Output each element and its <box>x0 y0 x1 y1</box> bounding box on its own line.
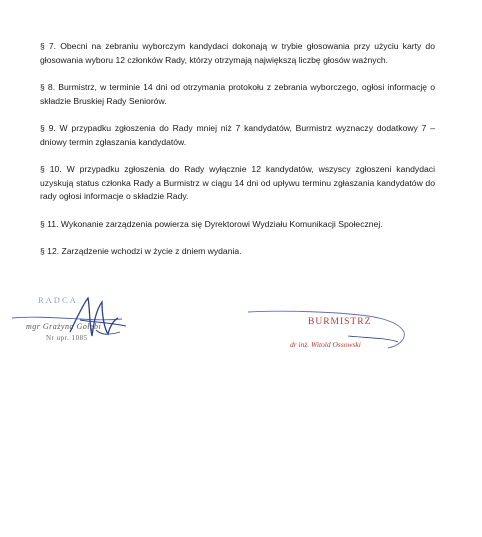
paragraph-12: § 12. Zarządzenie wchodzi w życie z dniem wydania. <box>40 246 242 256</box>
stamp-name-right: dr inż. Witold Ossowski <box>290 340 361 349</box>
document-body <box>40 40 435 273</box>
handwritten-signature-right-icon <box>248 302 418 364</box>
stamp-name-left: mgr Grażyna Gołębi <box>26 322 102 331</box>
paragraph-11: § 11. Wykonanie zarządzenia powierza się Dyrektorowi Wydziału Komunikacji Społecznej. <box>40 218 383 229</box>
legal-advisor-signature <box>10 292 130 362</box>
paragraph-8: § 8. Burmistrz, w terminie 14 dni od otrzymania protokołu z zebrania wyborczego, ogłosi informację o składzie Bruskiej Rady Seniorów. <box>40 82 435 106</box>
mayor-signature <box>248 302 418 364</box>
paragraph-9: § 9. W przypadku zgłoszenia do Rady mniej niż 7 kandydatów, Burmistrz wyznaczy dodatkowy 7 – dniowy termin zgłaszania kandydatów. <box>40 123 435 147</box>
paragraph-10: § 10. W przypadku zgłoszenia do Rady wyłącznie 12 kandydatów, wszyscy zgłoszeni kandydaci uzyskują status członka Rady a Burmistrz w ciągu 14 dni od upływu terminu zgłaszania kandydatów do rady ogłosi informacje o składzie Rady. <box>40 164 435 201</box>
stamp-number-left: Nr upr. 1085 <box>46 334 88 342</box>
stamp-title-right: BURMISTRZ <box>308 317 372 327</box>
stamp-title-left: RADCA <box>38 295 78 305</box>
handwritten-signature-left-icon <box>10 292 130 362</box>
paragraph-7: § 7. Obecni na zebraniu wyborczym kandydaci dokonają w trybie głosowania przy użyciu karty do głosowania wyboru 12 członków Rady, którzy otrzymają największą liczbę głosów ważnych. <box>40 41 435 65</box>
